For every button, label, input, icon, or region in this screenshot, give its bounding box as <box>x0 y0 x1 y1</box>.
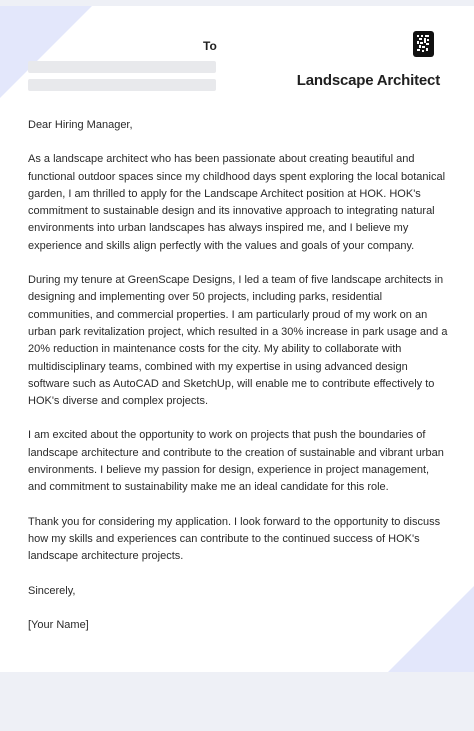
letter-paragraph-2: During my tenure at GreenScape Designs, I led a team of five landscape architects in designing and implementing over 50 projects, including parks, residential communities, and commercial properties. I am particularly proud of my work on an urban park revitalization project, which resulted in a 30% increase in park usage and a 20% reduction in maintenance costs for the city. My ability to collaborate with multidisciplinary teams, combined with my expertise in using advanced design software such as AutoCAD and SketchUp, will enable me to contribute effectively to HOK's diverse and complex projects. <box>28 274 448 408</box>
letter-paragraph-3: I am excited about the opportunity to work on projects that push the boundaries of landscape architecture and contribute to the creation of sustainable and vibrant urban environments. I believe my passion for design, experience in project management, and commitment to sustainability make me an ideal candidate for this role. <box>28 429 444 494</box>
salutation: Dear Hiring Manager, <box>28 119 133 131</box>
recipient-address-placeholder-1 <box>28 61 216 73</box>
letter-paragraph-4: Thank you for considering my application. I look forward to the opportunity to discuss how my skills and experiences can contribute to the continued success of HOK's landscape architecture projects. <box>28 515 441 563</box>
recipient-address-placeholder-2 <box>28 79 216 91</box>
signature-name: [Your Name] <box>28 618 89 631</box>
closing: Sincerely, <box>28 584 76 597</box>
document-logo-icon <box>413 31 434 57</box>
letter-sheet <box>0 6 474 672</box>
bottom-background-strip <box>0 672 474 731</box>
to-label: To <box>203 39 217 53</box>
letter-body <box>28 117 448 651</box>
job-title-heading: Landscape Architect <box>296 72 440 89</box>
letter-paragraph-1: As a landscape architect who has been passionate about creating beautiful and functional outdoor spaces since my childhood days spent exploring the local botanical garden, I am thrilled to apply for the Landscape Architect position at HOK. HOK's commitment to sustainable design and its innovative approach to integrating natural environments into urban landscapes has always inspired me, and I believe my experience and skills align perfectly with the values and goals of your company. <box>28 153 446 252</box>
